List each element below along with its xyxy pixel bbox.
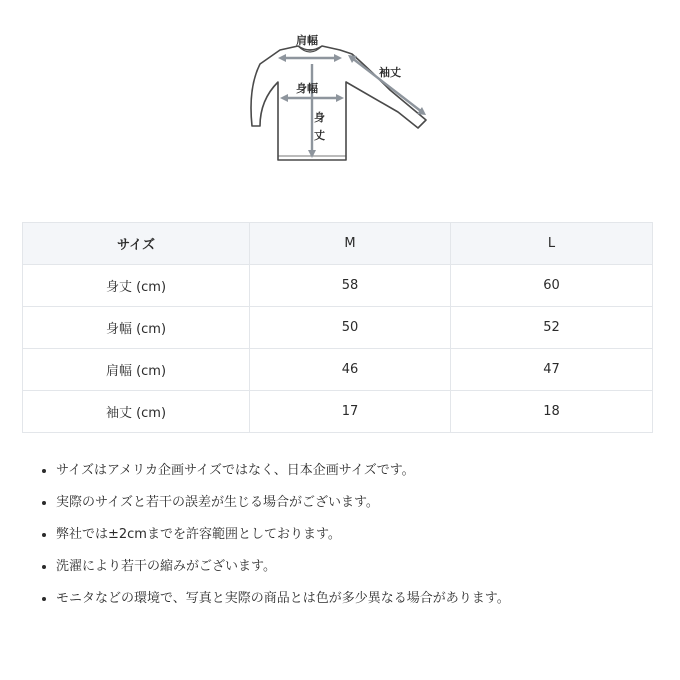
shirt-outline	[251, 46, 426, 160]
list-item: • サイズはアメリカ企画サイズではなく、日本企画サイズです。	[56, 458, 510, 490]
list-item: • 実際のサイズと若干の誤差が生じる場合がございます。	[56, 490, 510, 522]
list-item: • 洗濯により若干の縮みがございます。	[56, 554, 510, 586]
size-diagram	[240, 28, 440, 168]
label-sleeve: 袖丈	[379, 66, 401, 79]
label-width: 身幅	[296, 82, 318, 95]
row-label: 肩幅 (cm)	[23, 349, 250, 391]
table-row	[23, 307, 653, 349]
cell-m: 17	[250, 391, 451, 433]
table-row	[23, 349, 653, 391]
row-label: 身幅 (cm)	[23, 307, 250, 349]
cell-l: 52	[451, 307, 653, 349]
header-l: L	[451, 223, 653, 265]
label-length-top: 身	[314, 111, 325, 124]
row-label: 袖丈 (cm)	[23, 391, 250, 433]
long-sleeve-shirt-icon	[240, 28, 440, 168]
row-label: 身丈 (cm)	[23, 265, 250, 307]
cell-l: 18	[451, 391, 653, 433]
list-item: • 弊社では±2cmまでを許容範囲としております。	[56, 522, 510, 554]
cell-l: 47	[451, 349, 653, 391]
size-table	[22, 222, 653, 433]
table-row	[23, 265, 653, 307]
cell-l: 60	[451, 265, 653, 307]
header-m: M	[250, 223, 451, 265]
label-shoulder: 肩幅	[296, 34, 318, 47]
list-item: • モニタなどの環境で、写真と実際の商品とは色が多少異なる場合があります。	[56, 586, 510, 618]
table-row	[23, 391, 653, 433]
cell-m: 50	[250, 307, 451, 349]
table-header-row	[23, 223, 653, 265]
cell-m: 58	[250, 265, 451, 307]
notes-list	[34, 458, 510, 618]
header-size: サイズ	[23, 223, 250, 265]
cell-m: 46	[250, 349, 451, 391]
label-length-bottom: 丈	[314, 129, 325, 142]
